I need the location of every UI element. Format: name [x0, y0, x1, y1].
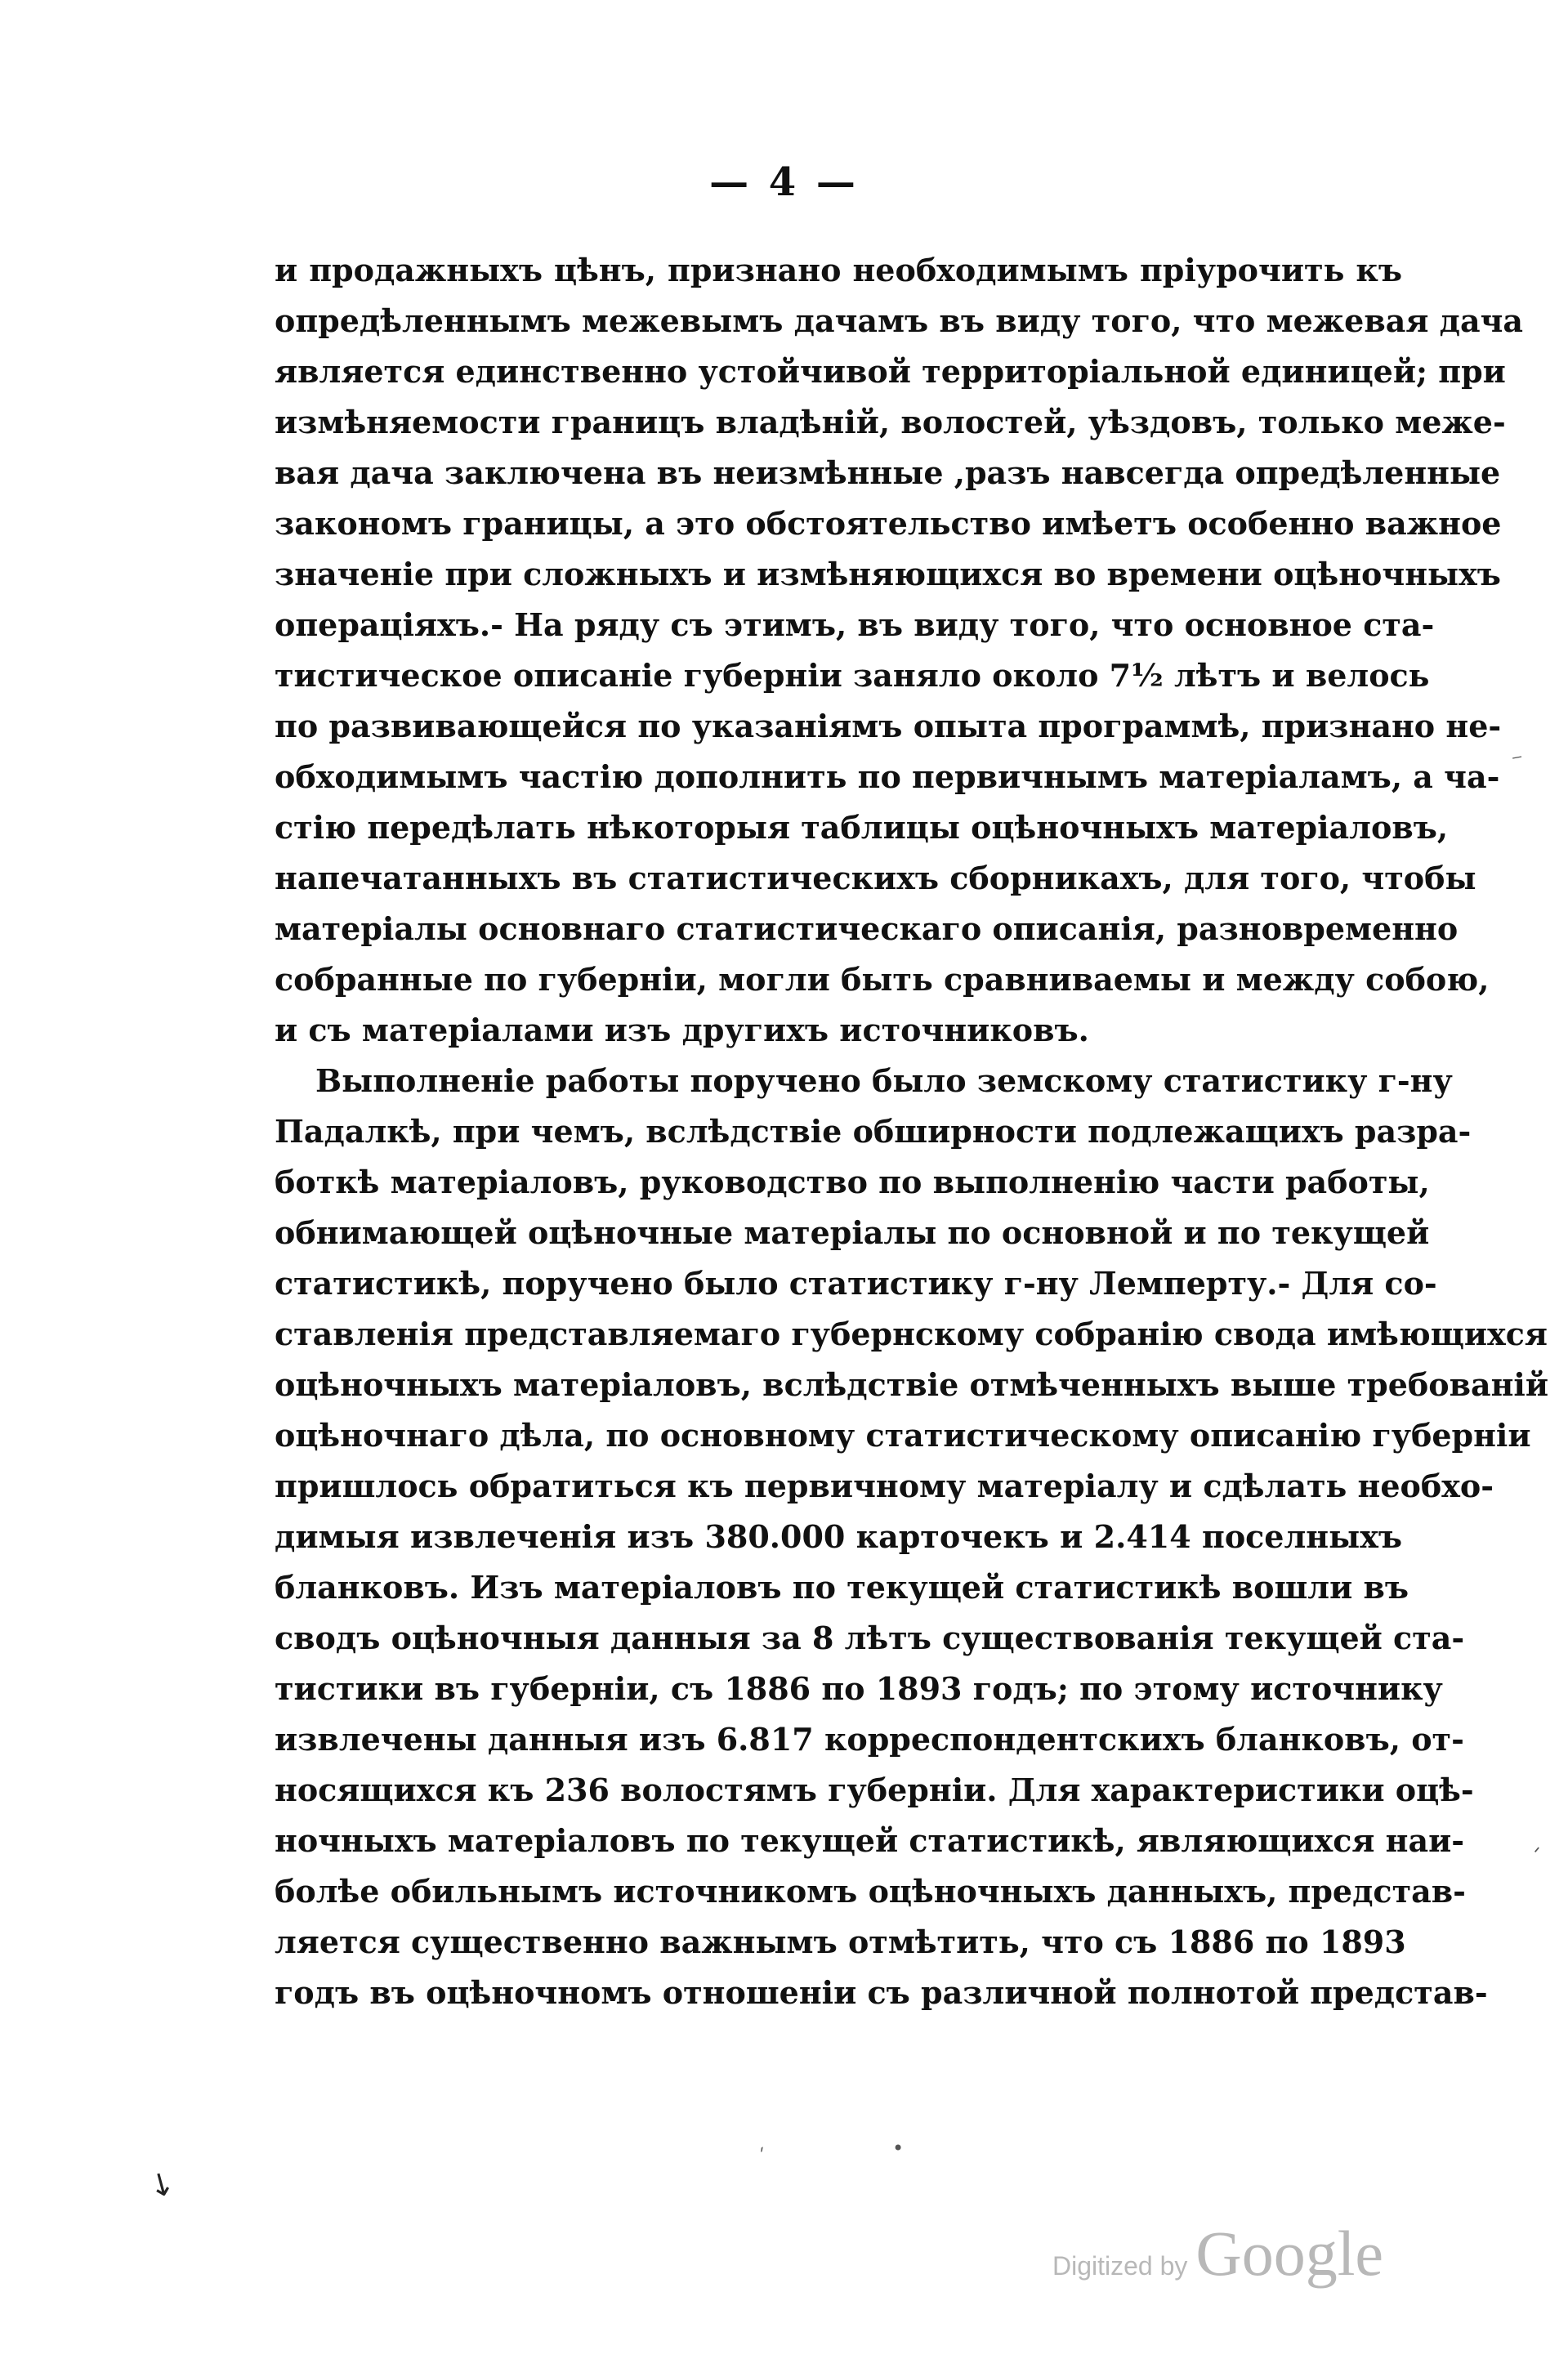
scan-speck: ˊ: [754, 2143, 775, 2169]
text-line: и съ матеріалами изъ другихъ источниковъ.: [275, 1012, 1089, 1048]
text-line: носящихся къ 236 волостямъ губерніи. Для характеристики оцѣ-: [275, 1772, 1474, 1808]
page-number: — 4 —: [709, 159, 859, 205]
text-line: опредѣленнымъ межевымъ дачамъ въ виду того, что межевая дача: [275, 302, 1524, 339]
body-text: [275, 245, 1549, 2018]
text-line: измѣняемости границъ владѣній, волостей, уѣздовъ, только меже-: [275, 404, 1506, 440]
text-line: тистики въ губерніи, съ 1886 по 1893 годъ; по этому источнику: [275, 1670, 1443, 1707]
text-line: по развивающейся по указаніямъ опыта программѣ, признано не-: [275, 708, 1502, 744]
text-line: пришлось обратиться къ первичному матеріалу и сдѣлать необхо-: [275, 1468, 1494, 1504]
text-line: напечатанныхъ въ статистическихъ сборникахъ, для того, чтобы: [275, 860, 1476, 896]
watermark-brand: Google: [1195, 2218, 1383, 2289]
text-line: ночныхъ матеріаловъ по текущей статистикѣ, являющихся наи-: [275, 1822, 1465, 1859]
text-line: боткѣ матеріаловъ, руководство по выполненію части работы,: [275, 1164, 1430, 1200]
text-line: обходимымъ частію дополнить по первичнымъ матеріаламъ, а ча-: [275, 758, 1500, 795]
text-line: извлечены данныя изъ 6.817 корреспондентскихъ бланковъ, от-: [275, 1721, 1464, 1758]
text-line: обнимающей оцѣночные матеріалы по основной и по текущей: [275, 1214, 1430, 1251]
text-line: ляется существенно важнымъ отмѣтить, что съ 1886 по 1893: [275, 1923, 1406, 1960]
text-line: сводъ оцѣночныя данныя за 8 лѣтъ существованія текущей ста-: [275, 1620, 1465, 1656]
text-line: закономъ границы, а это обстоятельство имѣетъ особенно важное: [275, 505, 1502, 542]
text-line: вая дача заключена въ неизмѣнные ,разъ навсегда опредѣленные: [275, 454, 1501, 491]
text-line: Выполненіе работы поручено было земскому статистику г-ну: [315, 1062, 1453, 1099]
text-line: ставленія представляемаго губернскому собранію свода имѣющихся: [275, 1316, 1548, 1352]
text-line: годъ въ оцѣночномъ отношеніи съ различной полнотой представ-: [275, 1974, 1488, 2011]
text-line: оцѣночныхъ матеріаловъ, вслѣдствіе отмѣченныхъ выше требованій: [275, 1366, 1549, 1403]
scan-speck: ↘: [141, 2160, 182, 2206]
text-line: и продажныхъ цѣнъ, признано необходимымъ пріурочить къ: [275, 252, 1402, 288]
text-line: операціяхъ.- На ряду съ этимъ, въ виду того, что основное ста-: [275, 606, 1435, 643]
text-line: матеріалы основнаго статистическаго описанія, разновременно: [275, 910, 1459, 947]
text-line: бланковъ. Изъ матеріаловъ по текущей статистикѣ вошли въ: [275, 1569, 1409, 1606]
text-line: является единственно устойчивой территоріальной единицей; при: [275, 353, 1506, 390]
scan-speck: ˈ: [1522, 1843, 1543, 1866]
text-line: стію передѣлать нѣкоторыя таблицы оцѣночныхъ матеріаловъ,: [275, 809, 1449, 846]
text-line: димыя извлеченія изъ 380.000 карточекъ и 2.414 поселныхъ: [275, 1518, 1402, 1555]
text-line: собранные по губерніи, могли быть сравниваемы и между собою,: [275, 961, 1490, 998]
text-line: статистикѣ, поручено было статистику г-ну Лемперту.- Для со-: [275, 1265, 1437, 1302]
digitized-watermark: [1052, 2217, 1383, 2290]
watermark-prefix: Digitized by: [1052, 2251, 1188, 2281]
text-line: значеніе при сложныхъ и измѣняющихся во времени оцѣночныхъ: [275, 556, 1501, 592]
text-line: оцѣночнаго дѣла, по основному статистическому описанію губерніи: [275, 1417, 1531, 1454]
text-line: болѣе обильнымъ источникомъ оцѣночныхъ данныхъ, представ-: [275, 1873, 1466, 1910]
text-line: тистическое описаніе губерніи заняло около 7½ лѣтъ и велось: [275, 657, 1430, 694]
scan-speck: •: [892, 2137, 905, 2160]
text-line: Падалкѣ, при чемъ, вслѣдствіе обширности подлежащихъ разра-: [275, 1113, 1472, 1150]
scan-speck: ⁻: [1509, 746, 1526, 776]
